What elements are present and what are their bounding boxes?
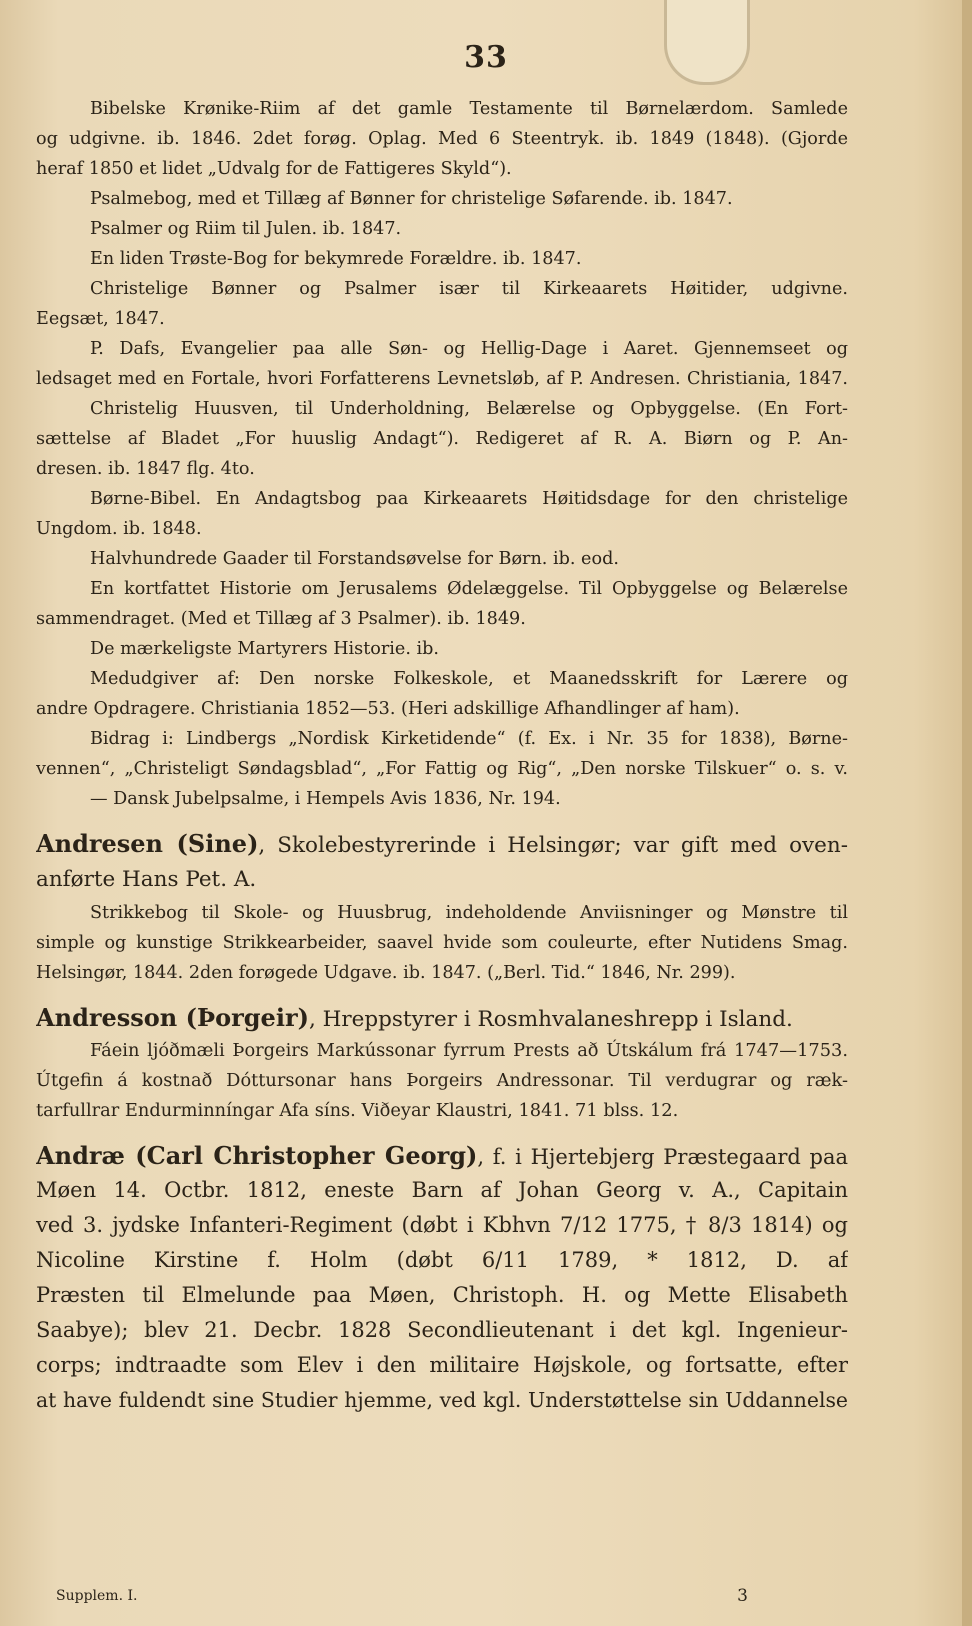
text-line: — Dansk Jubelpsalme, i Hempels Avis 1836, Nr. 194. bbox=[90, 789, 561, 809]
text-line: tarfullrar Endurminníngar Afa síns. Viðeyar Klaustri, 1841. 71 blss. 12. bbox=[36, 1100, 679, 1121]
text-line: Børne-Bibel. En Andagtsbog paa Kirkeaarets Høitidsdage for den christelige bbox=[90, 489, 848, 509]
text-line: simple og kunstige Strikkearbeider, saavel hvide som couleurte, efter Nutidens Smag. bbox=[36, 933, 848, 953]
text-line: P. Dafs, Evangelier paa alle Søn- og Hellig-Dage i Aaret. Gjennemseet og bbox=[90, 339, 848, 359]
text-line: Psalmer og Riim til Julen. ib. 1847. bbox=[90, 219, 402, 239]
entry-heading-andrae bbox=[36, 1138, 848, 1173]
entry-description-line: anførte Hans Pet. A. bbox=[36, 867, 257, 892]
text-line: Christelig Huusven, til Underholdning, Belærelse og Opbyggelse. (En Fort- bbox=[90, 399, 848, 419]
text-line: ved 3. jydske Infanteri-Regiment (døbt i Kbhvn 7/12 1775, † 8/3 1814) og bbox=[36, 1213, 848, 1237]
entry-heading-andresson bbox=[36, 1000, 848, 1036]
text-line: Medudgiver af: Den norske Folkeskole, et Maanedsskrift for Lærere og bbox=[90, 669, 848, 689]
text-line: En liden Trøste-Bog for bekymrede Forældre. ib. 1847. bbox=[90, 249, 582, 269]
text-line: Psalmebog, med et Tillæg af Bønner for christelige Søfarende. ib. 1847. bbox=[90, 189, 733, 209]
text-line: Christelige Bønner og Psalmer især til Kirkeaarets Høitider, udgivne. bbox=[90, 279, 848, 299]
text-line: De mærkeligste Martyrers Historie. ib. bbox=[90, 639, 439, 659]
entry-heading-andresen bbox=[36, 826, 848, 862]
entry-name: Andræ (Carl Christopher Georg) bbox=[36, 1141, 478, 1170]
text-line: Halvhundrede Gaader til Forstandsøvelse for Børn. ib. eod. bbox=[90, 549, 619, 569]
text-line: dresen. ib. 1847 flg. 4to. bbox=[36, 459, 255, 479]
text-line: Fáein ljóðmæli Þorgeirs Markússonar fyrrum Prests að Útskálum frá 1747—1753. bbox=[90, 1040, 848, 1061]
entry-description: , Hreppstyrer i Rosmhvalaneshrepp i Island. bbox=[308, 1007, 793, 1032]
entry-name: Andresen (Sine) bbox=[36, 829, 259, 858]
text-line: En kortfattet Historie om Jerusalems Ødelæggelse. Til Opbyggelse og Belærelse bbox=[90, 579, 848, 599]
page-content bbox=[36, 94, 848, 1418]
entry-name: Andresson (Þorgeir) bbox=[36, 1003, 309, 1032]
text-line: sættelse af Bladet „For huuslig Andagt“). Redigeret af R. A. Biørn og P. An- bbox=[36, 429, 848, 449]
text-line: Nicoline Kirstine f. Holm (døbt 6/11 1789, * 1812, D. af bbox=[36, 1248, 848, 1272]
page-footer bbox=[36, 1584, 848, 1608]
entry-description: , Skolebestyrerinde i Helsingør; var gift med oven- bbox=[258, 833, 848, 858]
text-line: Útgefin á kostnað Dóttursonar hans Þorgeirs Andressonar. Til verdugrar og ræk- bbox=[36, 1070, 848, 1091]
text-line: heraf 1850 et lidet „Udvalg for de Fattigeres Skyld“). bbox=[36, 159, 512, 179]
text-line: ledsaget med en Fortale, hvori Forfatterens Levnetsløb, af P. Andresen. Christiania, 1847. bbox=[36, 369, 848, 389]
text-line: andre Opdragere. Christiania 1852—53. (Heri adskillige Afhandlinger af ham). bbox=[36, 699, 740, 719]
text-line: Helsingør, 1844. 2den forøgede Udgave. ib. 1847. („Berl. Tid.“ 1846, Nr. 299). bbox=[36, 963, 736, 983]
page-number: 33 bbox=[464, 40, 508, 75]
page-edge bbox=[962, 0, 972, 1626]
text-line: Bibelske Krønike-Riim af det gamle Testamente til Børnelærdom. Samlede bbox=[90, 99, 848, 119]
text-line: at have fuldendt sine Studier hjemme, ved kgl. Understøttelse sin Uddannelse bbox=[36, 1388, 848, 1412]
entry-description: , f. i Hjertebjerg Præstegaard paa bbox=[477, 1145, 848, 1169]
text-line: sammendraget. (Med et Tillæg af 3 Psalmer). ib. 1849. bbox=[36, 609, 526, 629]
text-line: Bidrag i: Lindbergs „Nordisk Kirketidende“ (f. Ex. i Nr. 35 for 1838), Børne- bbox=[90, 729, 848, 749]
text-line: Præsten til Elmelunde paa Møen, Christoph. H. og Mette Elisabeth bbox=[36, 1283, 848, 1307]
text-line: corps; indtraadte som Elev i den militaire Højskole, og fortsatte, efter bbox=[36, 1353, 848, 1377]
text-line: Møen 14. Octbr. 1812, eneste Barn af Johan Georg v. A., Capitain bbox=[36, 1178, 848, 1202]
sheet-number: 3 bbox=[737, 1586, 748, 1606]
text-line: Saabye); blev 21. Decbr. 1828 Secondlieutenant i det kgl. Ingenieur- bbox=[36, 1318, 848, 1342]
text-line: Ungdom. ib. 1848. bbox=[36, 519, 202, 539]
text-line: Eegsæt, 1847. bbox=[36, 309, 165, 329]
signature-mark: Supplem. I. bbox=[56, 1588, 138, 1604]
text-line: vennen“, „Christeligt Søndagsblad“, „For Fattig og Rig“, „Den norske Tilskuer“ o. s. v. bbox=[36, 759, 848, 779]
text-line: og udgivne. ib. 1846. 2det forøg. Oplag. Med 6 Steentryk. ib. 1849 (1848). (Gjorde bbox=[36, 129, 848, 149]
text-line: Strikkebog til Skole- og Huusbrug, indeholdende Anviisninger og Mønstre til bbox=[90, 903, 848, 923]
